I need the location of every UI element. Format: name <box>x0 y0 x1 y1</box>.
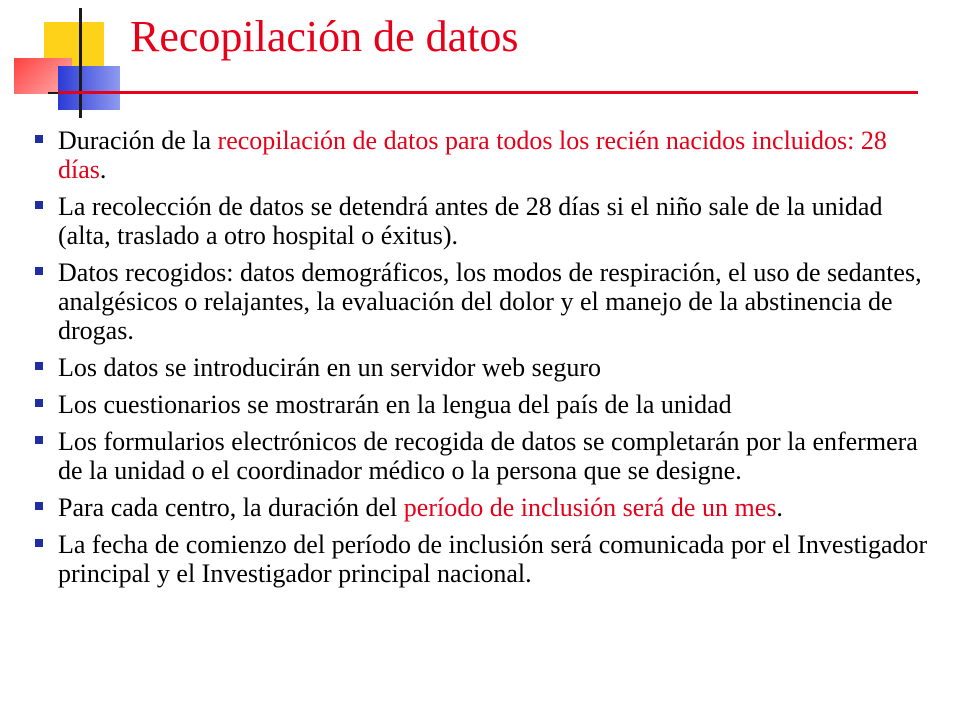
bullet-text: Para cada centro, la duración del <box>58 493 404 522</box>
highlighted-text: recopilación de datos para todos los recién nacidos incluidos: 28 días <box>58 126 887 184</box>
bullet-item <box>0 192 960 250</box>
bullet-marker-icon <box>35 502 43 510</box>
bullet-item <box>0 493 960 522</box>
bullet-text: . <box>99 155 107 184</box>
bullet-marker-icon <box>35 436 43 444</box>
bullet-item <box>0 353 960 382</box>
title-underline <box>58 91 918 94</box>
bullet-list <box>0 126 960 596</box>
decorative-logo <box>0 0 140 120</box>
bullet-marker-icon <box>35 135 43 143</box>
slide-title: Recopilación de datos <box>130 12 519 61</box>
bullet-text: . <box>776 493 783 522</box>
bullet-text: La fecha de comienzo del período de inclusión será comunicada por el Investigador principal y el Investigador principal nacional. <box>58 530 928 588</box>
bullet-marker-icon <box>35 539 43 547</box>
bullet-text: Los datos se introducirán en un servidor web seguro <box>58 353 601 382</box>
bullet-text: Duración de la <box>58 126 218 155</box>
bullet-item <box>0 390 960 419</box>
bullet-text: La recolección de datos se detendrá antes de 28 días si el niño sale de la unidad (alta, traslado a otro hospital o éxitus). <box>58 192 883 250</box>
bullet-text: Los cuestionarios se mostrarán en la lengua del país de la unidad <box>58 390 732 419</box>
logo-blue-square <box>58 66 120 110</box>
bullet-item <box>0 126 960 184</box>
bullet-text: Datos recogidos: datos demográficos, los modos de respiración, el uso de sedantes, analgésicos o relajantes, la evaluación del dolor y el manejo de la abstinencia de drogas. <box>58 258 922 345</box>
bullet-text: Los formularios electrónicos de recogida de datos se completarán por la enfermera de la unidad o el coordinador médico o la persona que se designe. <box>58 427 918 485</box>
bullet-marker-icon <box>35 201 43 209</box>
bullet-item <box>0 427 960 485</box>
bullet-item <box>0 258 960 345</box>
logo-vertical-line <box>79 8 82 118</box>
bullet-item <box>0 530 960 588</box>
bullet-marker-icon <box>35 399 43 407</box>
bullet-marker-icon <box>35 362 43 370</box>
bullet-marker-icon <box>35 267 43 275</box>
highlighted-text: período de inclusión será de un mes <box>403 493 777 522</box>
